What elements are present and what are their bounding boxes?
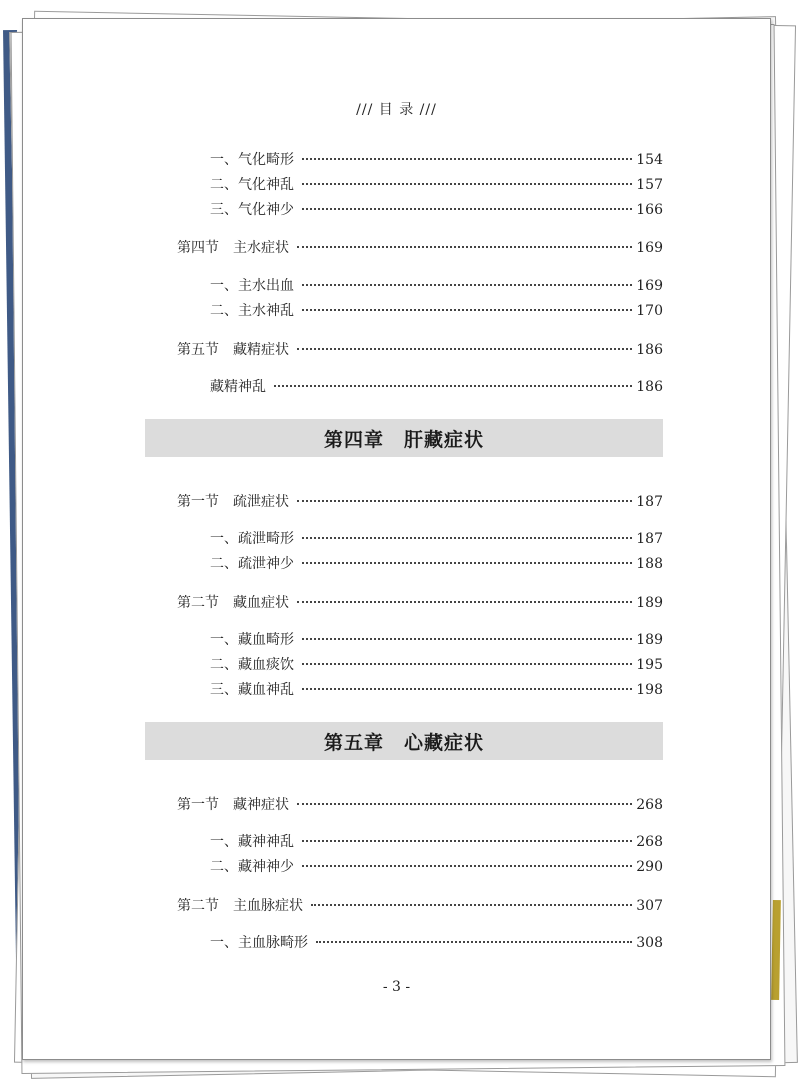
toc-entry-label: 一、藏血畸形 [210,632,294,648]
leader-dots [297,500,632,502]
toc-entry-label: 第一节 藏神症状 [177,797,289,813]
toc-entry-page: 290 [636,859,663,875]
leader-dots [302,688,632,690]
toc-entry-label: 二、藏神神少 [210,859,294,875]
toc-entry-page: 170 [636,303,663,319]
toc-entry[interactable] [210,300,663,320]
leader-dots [274,385,632,387]
toc-entry-page: 157 [636,177,663,193]
toc-entry-label: 第二节 藏血症状 [177,595,289,611]
toc-section-entry[interactable] [177,895,663,915]
toc-entry-page: 308 [636,935,663,951]
leader-dots [297,803,632,805]
toc-entry-page: 198 [636,682,663,698]
toc-entry-page: 169 [636,278,663,294]
chapter-heading[interactable]: 第四章 肝藏症状 [145,419,663,457]
toc-section-entry[interactable] [177,339,663,359]
toc-entry[interactable] [210,629,663,649]
page-number: - 3 - [382,979,411,995]
toc-entry-page: 195 [636,657,663,673]
toc-entry-page: 307 [636,898,663,914]
page-header: /// 目 录 /// [356,102,437,118]
toc-entry-label: 二、疏泄神少 [210,556,294,572]
toc-entry[interactable] [210,831,663,851]
toc-entry-page: 187 [636,494,663,510]
toc-entry-label: 第一节 疏泄症状 [177,494,289,510]
toc-entry-label: 一、气化畸形 [210,152,294,168]
toc-entry[interactable] [210,275,663,295]
leader-dots [297,246,632,248]
toc-entry-page: 169 [636,240,663,256]
leader-dots [316,941,632,943]
leader-dots [302,638,632,640]
toc-entry-page: 189 [636,632,663,648]
toc-page [22,18,771,1060]
leader-dots [302,562,632,564]
toc-entry-page: 166 [636,202,663,218]
toc-entry-page: 189 [636,595,663,611]
toc-entry-page: 188 [636,556,663,572]
toc-entry-label: 第二节 主血脉症状 [177,898,303,914]
toc-entry-label: 二、主水神乱 [210,303,294,319]
toc-entry-label: 二、气化神乱 [210,177,294,193]
toc-entry[interactable] [210,856,663,876]
leader-dots [302,158,632,160]
toc-entry-label: 二、藏血痰饮 [210,657,294,673]
leader-dots [311,904,632,906]
toc-entry-page: 187 [636,531,663,547]
leader-dots [302,183,632,185]
toc-entry-label: 一、藏神神乱 [210,834,294,850]
toc-entry[interactable] [210,149,663,169]
leader-dots [302,865,632,867]
toc-entry[interactable] [210,932,663,952]
toc-entry-page: 154 [636,152,663,168]
toc-section-entry[interactable] [177,491,663,511]
toc-entry-page: 268 [636,834,663,850]
toc-entry[interactable] [210,654,663,674]
toc-entry-label: 一、疏泄畸形 [210,531,294,547]
toc-entry[interactable] [210,553,663,573]
leader-dots [302,208,632,210]
toc-entry-page: 186 [636,342,663,358]
toc-entry-label: 藏精神乱 [210,379,266,395]
leader-dots [297,601,632,603]
chapter-heading[interactable]: 第五章 心藏症状 [145,722,663,760]
toc-entry-page: 268 [636,797,663,813]
leader-dots [302,537,632,539]
toc-entry-label: 第五节 藏精症状 [177,342,289,358]
toc-entry[interactable] [210,199,663,219]
toc-entry-label: 一、主水出血 [210,278,294,294]
leader-dots [302,309,632,311]
toc-entry[interactable] [210,679,663,699]
leader-dots [297,348,632,350]
toc-entry-label: 三、气化神少 [210,202,294,218]
toc-entry-label: 第四节 主水症状 [177,240,289,256]
leader-dots [302,284,632,286]
toc-section-entry[interactable] [177,237,663,257]
toc-entry[interactable] [210,376,663,396]
leader-dots [302,840,632,842]
toc-entry[interactable] [210,528,663,548]
leader-dots [302,663,632,665]
toc-section-entry[interactable] [177,794,663,814]
toc-entry-page: 186 [636,379,663,395]
toc-entry[interactable] [210,174,663,194]
toc-entry-label: 三、藏血神乱 [210,682,294,698]
toc-section-entry[interactable] [177,592,663,612]
toc-entry-label: 一、主血脉畸形 [210,935,308,951]
